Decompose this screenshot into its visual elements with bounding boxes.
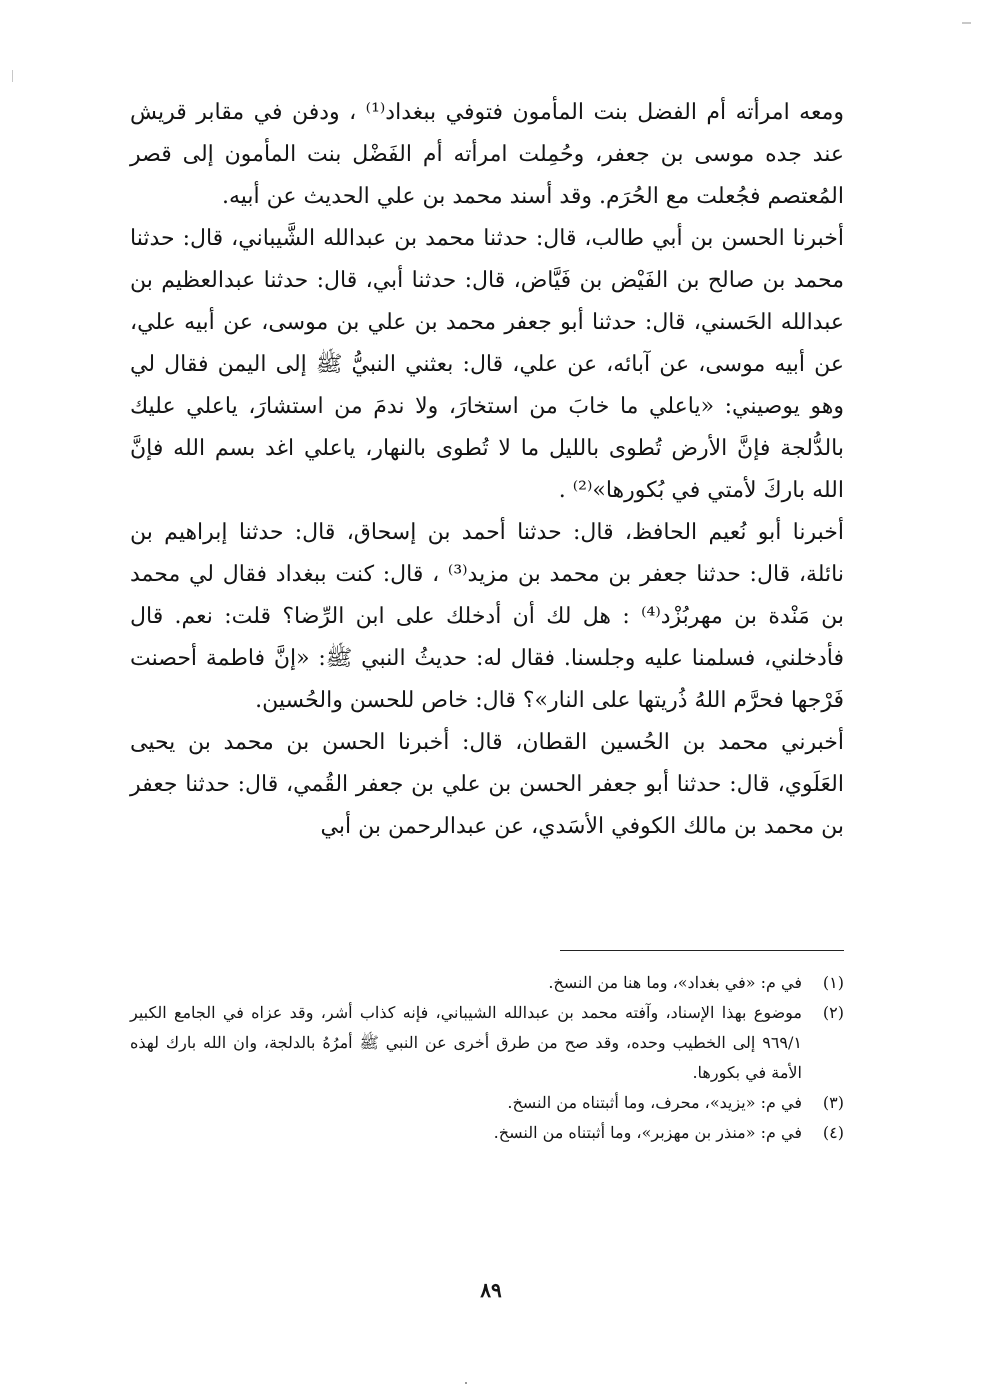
paragraph-3: أخبرنا أبو نُعيم الحافظ، قال: حدثنا أحمد بن إسحاق، قال: حدثنا إبراهيم بن نائلة، قال: حدثنا جعفر بن محمد بن مزيد⁽³⁾ ، قال: كنت ببغداد فقال لي محمد بن مَنْدة بن مهربُزْد⁽⁴⁾ : هل لك أن أدخلك على ابن الرِّضا؟ قلت: نعم. قال فأدخلني، فسلمنا عليه وجلسنا. فقال له: حديثُ النبي ﷺ: «إنَّ فاطمة أحصنت فَرْجها فحرَّم اللهُ ذُريتها على النار»؟ قال: خاص للحسن والحُسين.: [130, 520, 845, 713]
scan-mark: [465, 1382, 467, 1384]
footnote-number: (١): [822, 973, 844, 992]
footnote-separator: [560, 950, 844, 951]
footnote-1: [130, 968, 844, 998]
footnote-4: [130, 1118, 844, 1148]
scan-mark: [962, 22, 971, 24]
footnote-text: في م: «يزيد»، محرف، وما أثبتناه من النسخ.: [507, 1093, 802, 1112]
footnote-2: [130, 998, 844, 1088]
footnote-number: (٣): [822, 1093, 844, 1112]
main-text: [130, 92, 844, 848]
footnote-3: [130, 1088, 844, 1118]
footnote-text: في م: «منذر بن مهزبر»، وما أثبتناه من النسخ.: [493, 1123, 802, 1142]
scan-mark: [12, 70, 13, 82]
footnote-number: (٤): [822, 1123, 844, 1142]
footnote-text: في م: «في بغداد»، وما هنا من النسخ.: [548, 973, 802, 992]
footnotes: [130, 968, 844, 1148]
paragraph-2: أخبرنا الحسن بن أبي طالب، قال: حدثنا محمد بن عبدالله الشَّيباني، قال: حدثنا محمد بن صالح بن الفَيْض بن فَيَّاض، قال: حدثنا أبي، قال: حدثنا عبدالعظيم بن عبدالله الحَسني، قال: حدثنا أبو جعفر محمد بن علي بن موسى، عن أبيه علي، عن أبيه موسى، عن آبائه، عن علي، قال: بعثني النبيُّ ﷺ إلى اليمن فقال لي وهو يوصيني: «ياعلي ما خابَ من استخارَ، ولا ندمَ من استشارَ، ياعلي عليك بالدُّلجة فإنَّ الأرض تُطوى بالليل ما لا تُطوى بالنهار، ياعلي اغد بسم الله فإنَّ الله باركَ لأمتي في بُكورها»⁽²⁾ .: [130, 226, 844, 503]
page-number: ٨٩: [480, 1278, 502, 1302]
footnote-text: موضوع بهذا الإسناد، وآفته محمد بن عبدالله الشيباني، فإنه كذاب أشر، وقد عزاه في الجامع الكبير ٩٦٩/١ إلى الخطيب وحده، وقد صح من طرق أخرى عن النبي ﷺ أمرُهُ بالدلجة، وان الله بارك لهذه الأمة في بكورها.: [130, 1003, 803, 1082]
footnote-number: (٢): [822, 1003, 844, 1022]
paragraph-1: ومعه امرأته أم الفضل بنت المأمون فتوفي ببغداد⁽¹⁾ ، ودفن في مقابر قريش عند جده موسى بن جعفر، وحُمِلت امرأته أم الفَضْل بنت المأمون إلى قصر المُعتصم فجُعلت مع الحُرَم. وقد أسند محمد بن علي الحديث عن أبيه.: [130, 100, 844, 209]
paragraph-4: أخبرني محمد بن الحُسين القطان، قال: أخبرنا الحسن بن محمد بن يحيى العَلَوي، قال: حدثنا أبو جعفر الحسن بن علي بن جعفر القُمي، قال: حدثنا جعفر بن محمد بن مالك الكوفي الأسَدي، عن عبدالرحمن بن أبي: [130, 730, 844, 839]
